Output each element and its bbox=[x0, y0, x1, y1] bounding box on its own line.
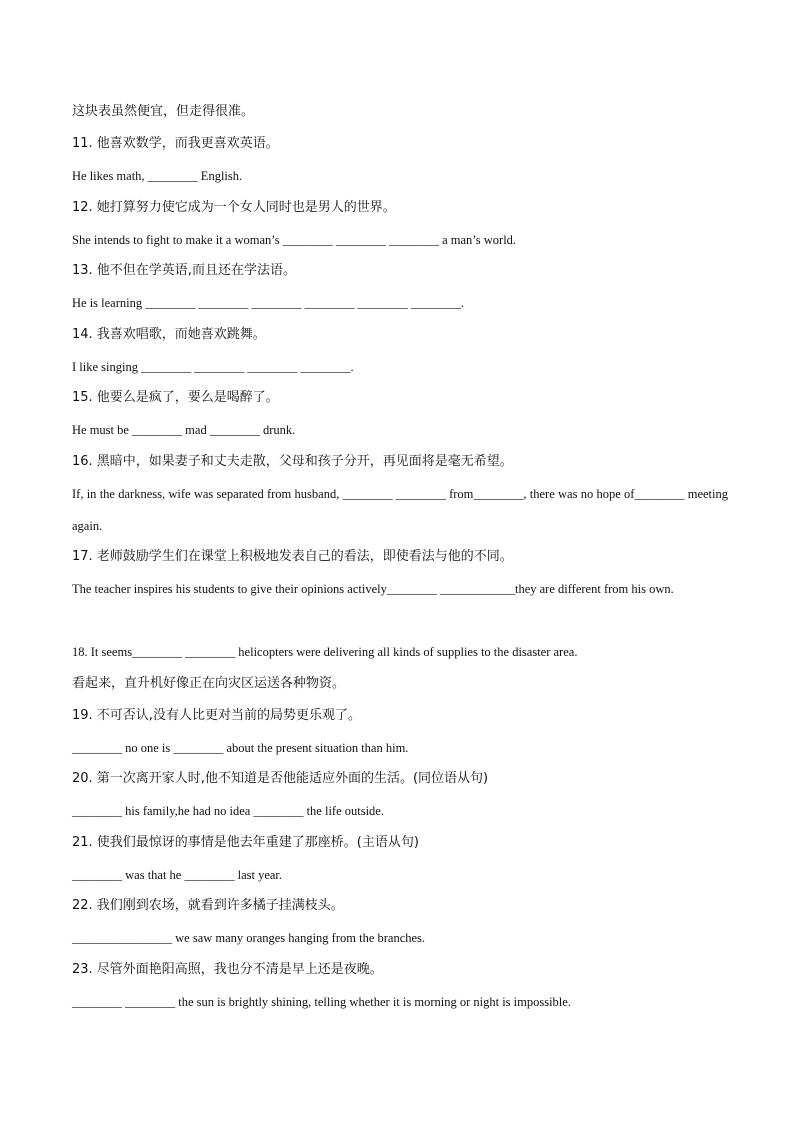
question-19-chinese: 19. 不可否认,没有人比更对当前的局势更乐观了。 bbox=[72, 708, 361, 723]
question-14-chinese: 14. 我喜欢唱歌，而她喜欢跳舞。 bbox=[72, 327, 266, 342]
question-23-english: ________ ________ the sun is brightly shining, telling whether it is morning or night is impossible. bbox=[72, 995, 571, 1009]
question-18-english: 18. It seems________ ________ helicopters were delivering all kinds of supplies to the disaster area. bbox=[72, 645, 578, 659]
question-12-chinese: 12. 她打算努力使它成为一个女人同时也是男人的世界。 bbox=[72, 200, 396, 215]
question-15-english: He must be ________ mad ________ drunk. bbox=[72, 423, 296, 437]
question-22-english: ________________ we saw many oranges hanging from the branches. bbox=[72, 931, 426, 945]
question-23-chinese: 23. 尽管外面艳阳高照，我也分不清是早上还是夜晚。 bbox=[72, 962, 383, 977]
question-16-chinese: 16. 黑暗中，如果妻子和丈夫走散，父母和孩子分开，再见面将是毫无希望。 bbox=[72, 454, 513, 469]
question-13-english: He is learning ________ ________ ________ ________ ________ ________. bbox=[72, 296, 464, 310]
question-20-english: ________ his family,he had no idea ________ the life outside. bbox=[72, 804, 384, 818]
question-16-english: If, in the darkness, wife was separated from husband, ________ ________ from________, there was no hope of________ meeting again. bbox=[72, 487, 728, 533]
question-15-chinese: 15. 他要么是疯了，要么是喝醉了。 bbox=[72, 390, 279, 405]
question-17-chinese: 17. 老师鼓励学生们在课堂上积极地发表自己的看法，即使看法与他的不同。 bbox=[72, 549, 513, 564]
question-11-english: He likes math, ________ English. bbox=[72, 169, 243, 183]
question-21-chinese: 21. 使我们最惊讶的事情是他去年重建了那座桥。(主语从句) bbox=[72, 835, 419, 850]
question-22-chinese: 22. 我们刚到农场，就看到许多橘子挂满枝头。 bbox=[72, 898, 344, 913]
question-14-english: I like singing ________ ________ ________ ________. bbox=[72, 360, 354, 374]
question-21-english: ________ was that he ________ last year. bbox=[72, 868, 283, 882]
question-17-english: The teacher inspires his students to give their opinions actively________ ____________they are different from his own. bbox=[72, 582, 674, 596]
question-11-chinese: 11. 他喜欢数学，而我更喜欢英语。 bbox=[72, 136, 279, 151]
question-20-chinese: 20. 第一次离开家人时,他不知道是否他能适应外面的生活。(同位语从句) bbox=[72, 771, 489, 786]
question-13-chinese: 13. 他不但在学英语,而且还在学法语。 bbox=[72, 263, 296, 278]
question-19-english: ________ no one is ________ about the present situation than him. bbox=[72, 741, 409, 755]
sentence-10-chinese: 这块表虽然便宜，但走得很准。 bbox=[72, 104, 255, 119]
question-18-chinese: 看起来，直升机好像正在向灾区运送各种物资。 bbox=[72, 676, 346, 691]
question-12-english: She intends to fight to make it a woman’s ________ ________ ________ a man’s world. bbox=[72, 233, 517, 247]
